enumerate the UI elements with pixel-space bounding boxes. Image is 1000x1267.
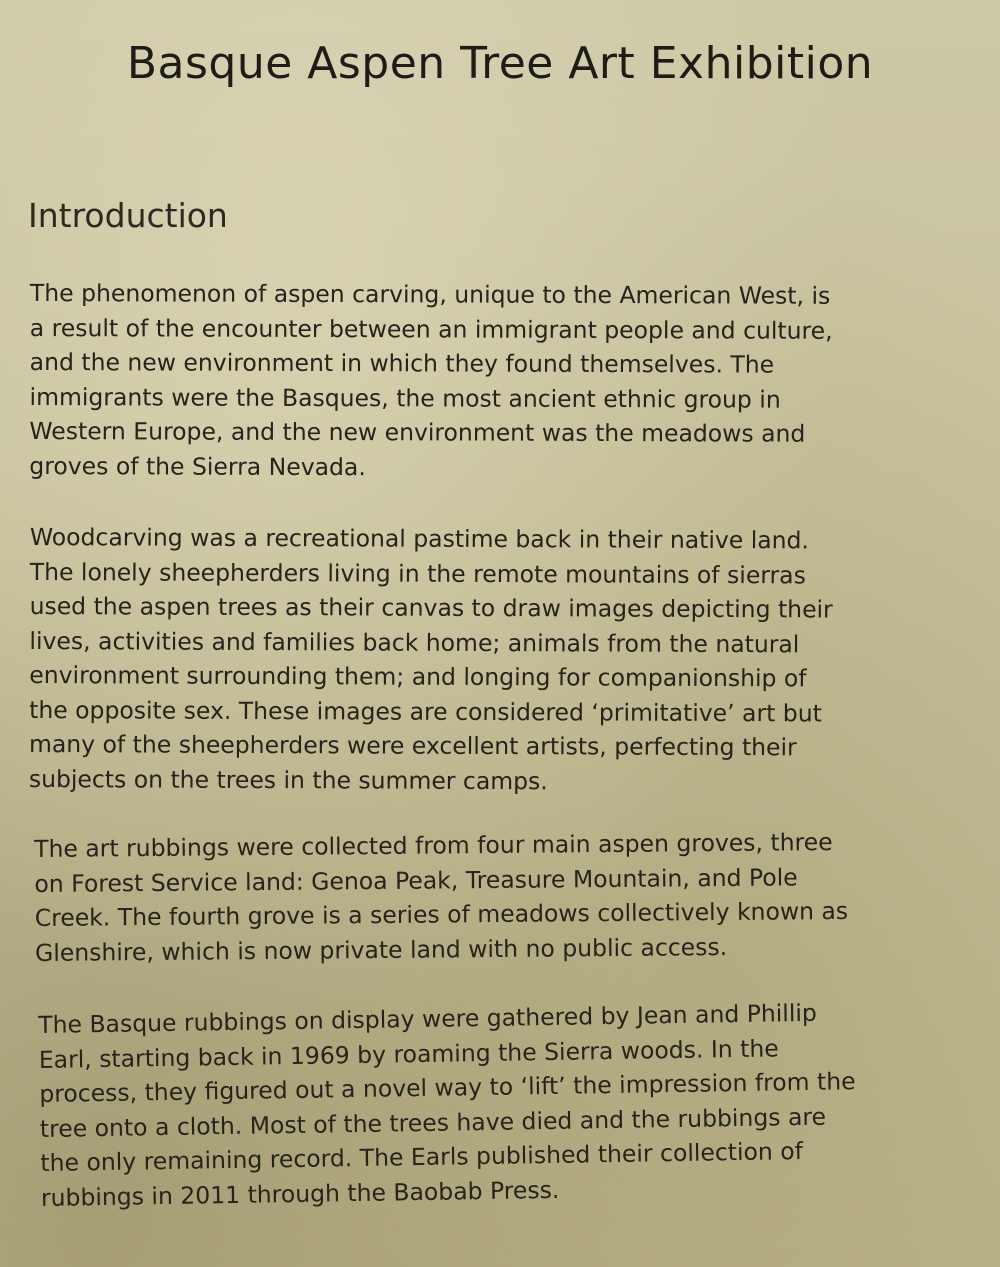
text-line: subjects on the trees in the summer camps. — [28, 764, 548, 795]
text-line: Creek. The fourth grove is a series of meadows collectively known as — [34, 896, 849, 932]
section-heading: Introduction — [28, 196, 228, 235]
text-line: the only remaining record. The Earls published their collection of — [40, 1137, 804, 1177]
placard-title: Basque Aspen Tree Art Exhibition — [126, 38, 874, 89]
paragraph-aspen-carving — [29, 276, 980, 486]
text-line: process, they figured out a novel way to ‘lift’ the impression from the — [39, 1067, 856, 1108]
text-line: Glenshire, which is now private land with no public access. — [34, 932, 728, 967]
text-line: lives, activities and families back home; animals from the natural — [29, 626, 800, 658]
paragraph-woodcarving — [29, 520, 980, 800]
text-line: environment surrounding them; and longing for companionship of — [29, 660, 807, 693]
text-line: The lonely sheepherders living in the remote mountains of sierras — [29, 557, 806, 589]
text-line: a result of the encounter between an immigrant people and culture, — [29, 313, 833, 345]
text-line: and the new environment in which they found themselves. The — [29, 347, 775, 379]
paragraph-basque-rubbings — [38, 993, 991, 1215]
text-line: immigrants were the Basques, the most ancient ethnic group in — [29, 382, 781, 414]
text-line: on Forest Service land: Genoa Peak, Treasure Mountain, and Pole — [34, 862, 798, 898]
text-line: Earl, starting back in 1969 by roaming the Sierra woods. In the — [38, 1033, 779, 1074]
text-line: Woodcarving was a recreational pastime back in their native land. — [29, 523, 810, 555]
text-line: the opposite sex. These images are considered ‘primitative’ art but — [29, 695, 822, 727]
text-line: groves of the Sierra Nevada. — [29, 451, 366, 481]
text-line: many of the sheepherders were excellent artists, perfecting their — [28, 729, 797, 762]
paragraph-art-rubbings — [34, 824, 985, 970]
text-line: The Basque rubbings on display were gathered by Jean and Phillip — [38, 998, 818, 1039]
text-line: used the aspen trees as their canvas to draw images depicting their — [29, 591, 833, 624]
text-line: The phenomenon of aspen carving, unique to the American West, is — [29, 278, 831, 310]
text-line: The art rubbings were collected from four main aspen groves, three — [34, 828, 833, 863]
text-line: rubbings in 2011 through the Baobab Press. — [40, 1175, 560, 1212]
text-line: tree onto a cloth. Most of the trees have died and the rubbings are — [39, 1102, 827, 1143]
text-line: Western Europe, and the new environment was the meadows and — [29, 416, 806, 448]
